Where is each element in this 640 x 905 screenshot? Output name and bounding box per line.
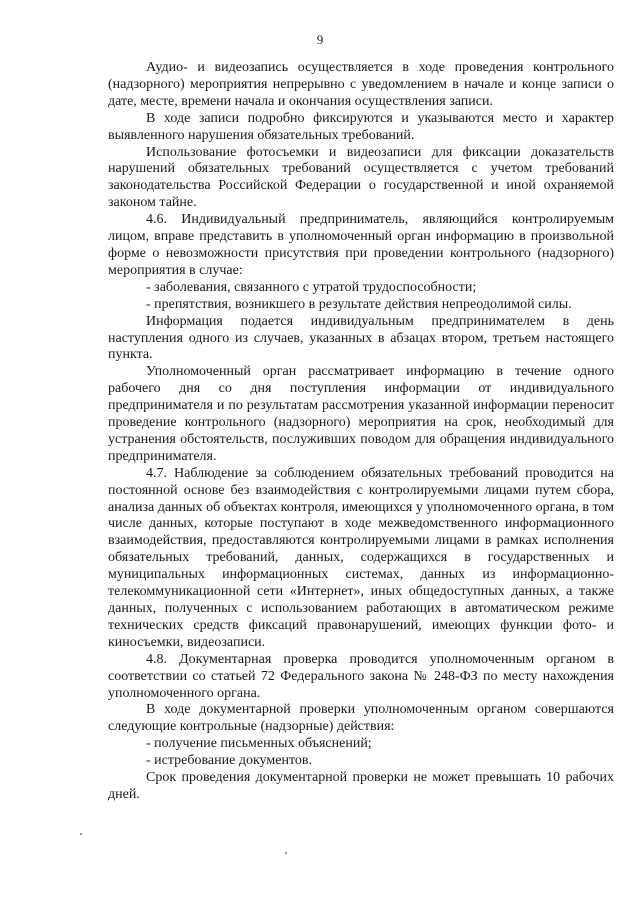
scan-speck <box>285 852 287 854</box>
scan-speck <box>80 833 82 835</box>
paragraph-information-review: Уполномоченный орган рассматривает информацию в течение одного рабочего дня со дня поступления информации от индивидуального предпринимателя и по результатам рассмотрения указанной информации переносит проведение контрольного (надзорного) мероприятия на срок, необходимый для устранения обстоятельств, послуживших поводом для обращения индивидуального предпринимателя. <box>108 364 614 464</box>
list-item-force-majeure: - препятствия, возникшего в результате действия непреодолимой силы. <box>146 296 572 312</box>
document-body <box>108 60 614 804</box>
list-item-written-explanations: - получение письменных объяснений; <box>146 736 372 752</box>
paragraph-section-4-8: 4.8. Документарная проверка проводится уполномоченным органом в соответствии со статьей 72 Федерального закона № 248-ФЗ по месту нахождения уполномоченного органа. <box>108 651 614 701</box>
page-number: 9 <box>316 32 324 47</box>
paragraph-documentary-actions: В ходе документарной проверки уполномоченным органом совершаются следующие контрольные (надзорные) действия: <box>108 702 614 735</box>
list-item-document-request: - истребование документов. <box>146 753 312 769</box>
paragraph-photo-usage: Использование фотосъемки и видеозаписи для фиксации доказательств нарушений обязательных требований осуществляется с учетом требований законодательства Российской Федерации о государственной и иной охраняемой законом тайне. <box>108 144 614 211</box>
paragraph-section-4-7: 4.7. Наблюдение за соблюдением обязательных требований проводится на постоянной основе без взаимодействия с контролируемыми лицами путем сбора, анализа данных об объектах контроля, имеющихся у уполномоченного органа, в том числе данных, которые поступают в ходе межведомственного информационного взаимодействия, предоставляются контролируемыми лицами в рамках исполнения обязательных требований, данных, содержащихся в государственных и муниципальных информационных системах, данных из информационно-телекоммуникационной сети «Интернет», иных общедоступных данных, а также данных, полученных с использованием работающих в автоматическом режиме технических средств фиксаций правонарушений, имеющих функции фото- и киносъемки, видеозаписи. <box>108 465 614 650</box>
list-item-illness: - заболевания, связанного с утратой трудоспособности; <box>146 279 477 295</box>
paragraph-section-4-6: 4.6. Индивидуальный предприниматель, являющийся контролируемым лицом, вправе представить в уполномоченный орган информацию в произвольной форме о невозможности присутствия при проведении контрольного (надзорного) мероприятия в случае: <box>108 212 614 278</box>
paragraph-recording-details: В ходе записи подробно фиксируются и указываются место и характер выявленного нарушения обязательных требований. <box>108 110 614 143</box>
paragraph-information-submission: Информация подается индивидуальным предпринимателем в день наступления одного из случаев, указанных в абзацах втором, третьем настоящего пункта. <box>108 313 614 363</box>
paragraph-inspection-term: Срок проведения документарной проверки не может превышать 10 рабочих дней. <box>108 770 614 802</box>
paragraph-recording-process: Аудио- и видеозапись осуществляется в ходе проведения контрольного (надзорного) мероприятия непрерывно с уведомлением в начале и конце записи о дате, месте, времени начала и окончания осуществления записи. <box>108 60 614 109</box>
